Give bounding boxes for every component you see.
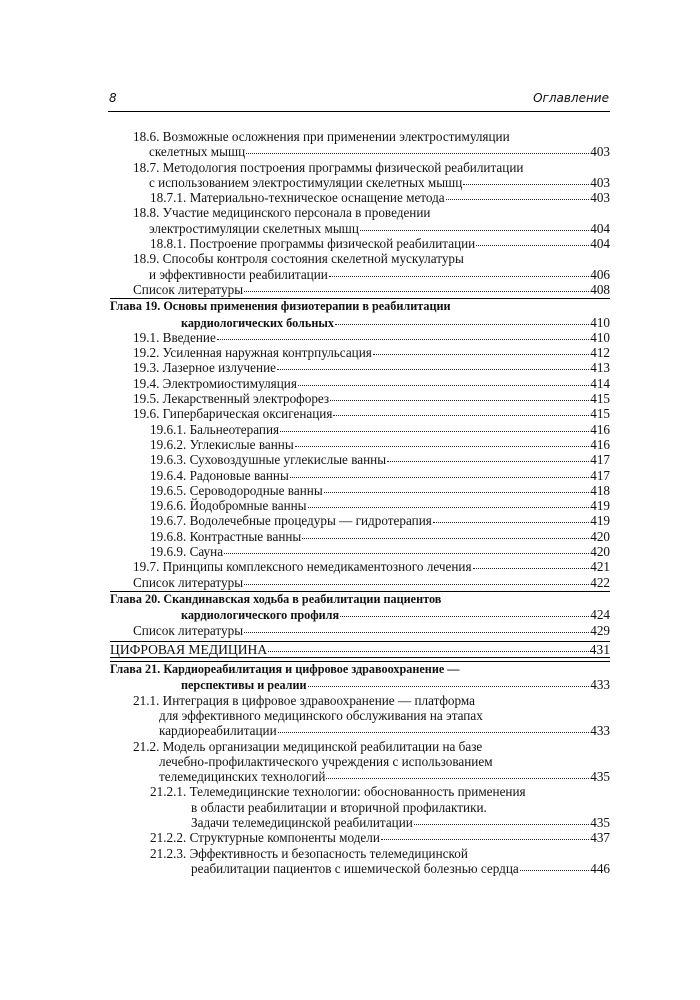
toc-line [110,299,610,314]
toc-page-number: 424 [590,607,610,623]
toc-line [133,267,610,282]
toc-line [150,830,610,845]
dot-leader [277,369,589,370]
toc-entry [150,529,610,544]
dot-leader [290,477,589,478]
toc-entry [133,205,610,236]
toc-line [133,360,610,375]
toc-title: 19.5. Лекарственный электрофорез [133,391,330,407]
toc-page-number: 435 [590,769,610,785]
toc-line [150,452,610,467]
toc-title: 21.2. Модель организации медицинской реабилитации на базе [133,738,483,754]
toc-title: ЦИФРОВАЯ МЕДИЦИНА [110,641,268,657]
toc-title: в области реабилитации и вторичной профилактики. [191,799,487,815]
dot-leader [326,778,589,779]
toc-title: 19.6.6. Йодобромные ванны [150,498,307,514]
toc-line [133,708,610,723]
dot-leader [244,291,589,292]
running-title: Оглавление [533,91,609,105]
toc-page-number: 419 [590,498,610,514]
toc-line [133,723,610,738]
toc-entry [150,784,610,830]
toc-entry [150,498,610,513]
toc-line [133,129,610,144]
toc-title: Список литературы [133,574,244,590]
toc-title: 19.6.9. Сауна [150,544,224,560]
toc-title: скелетных мышц [149,144,246,160]
toc-entry [150,846,610,877]
toc-page-number: 429 [590,622,610,638]
toc-line [133,221,610,236]
toc-title: реабилитации пациентов с ишемической болезнью сердца [191,860,519,876]
toc-title: с использованием электростимуляции скелетных мышц [149,174,463,190]
toc-title: лечебно-профилактического учреждения с использованием [159,753,493,769]
toc-entry [133,376,610,391]
table-of-contents [0,129,700,876]
toc-entry [150,513,610,528]
toc-title: телемедицинских технологий [159,769,326,785]
toc-title: перспективы и реалии [181,678,307,693]
dot-leader [217,339,589,340]
toc-title: 19.3. Лазерное излучение [133,360,276,376]
toc-page-number: 421 [590,559,610,575]
toc-title: Глава 19. Основы применения физиотерапии в реабилитации [110,299,451,314]
toc-line [133,575,610,590]
toc-entry [133,739,610,785]
toc-page-number: 408 [590,281,610,297]
toc-title: 18.6. Возможные осложнения при применении электростимуляции [133,129,510,144]
toc-page-number: 410 [590,329,610,345]
toc-entry [133,406,610,421]
toc-title: кардиореабилитации [159,723,277,739]
dot-leader [340,616,589,617]
toc-title: Список литературы [133,622,244,638]
dot-leader [224,553,589,554]
toc-entry [133,282,610,297]
toc-page-number: 404 [590,220,610,236]
toc-title: для эффективного медицинского обслуживания на этапах [159,707,483,723]
toc-page-number: 446 [590,860,610,876]
toc-page-number: 410 [590,314,610,330]
toc-line [150,846,610,861]
toc-line [133,251,610,266]
toc-entry [133,623,610,638]
toc-title: 19.6. Гипербарическая оксигенация [133,406,333,422]
toc-page-number: 403 [590,190,610,206]
toc-line [133,623,610,638]
dot-leader [244,632,589,633]
toc-title: 21.2.3. Эффективность и безопасность телемедицинской [150,845,468,861]
dot-leader [246,153,589,154]
toc-line [133,769,610,784]
page-number: 8 [109,91,117,105]
toc-page-number: 415 [590,406,610,422]
toc-entry [133,345,610,360]
toc-page-number: 416 [590,436,610,452]
dot-leader [387,461,589,462]
toc-title: 19.6.7. Водолечебные процедуры — гидротерапия [150,513,432,529]
toc-page-number: 420 [590,544,610,560]
toc-entry [133,391,610,406]
toc-page-number: 435 [590,815,610,831]
dot-leader [433,522,589,523]
toc-chapter [110,661,610,693]
toc-entry [150,190,610,205]
toc-title: 19.6.8. Контрастные ванны [150,528,302,544]
toc-page-number: 413 [590,360,610,376]
dot-leader [473,568,590,569]
toc-page-number: 417 [590,467,610,483]
toc-line [150,800,610,815]
toc-entry [150,452,610,467]
dot-leader [360,230,589,231]
dot-leader [414,824,589,825]
dot-leader [381,839,589,840]
toc-title: кардиологического профиля [181,608,340,623]
toc-entry [133,693,610,739]
toc-title: 21.2.1. Телемедицинские технологии: обоснованность применения [150,784,526,800]
toc-line [110,677,610,692]
dot-leader [278,732,590,733]
toc-title: 19.2. Усиленная наружная контрпульсация [133,345,372,361]
toc-line [110,315,610,330]
dot-leader [333,415,589,416]
toc-line [133,559,610,574]
toc-line [133,345,610,360]
toc-page-number: 431 [589,641,610,657]
toc-entry [150,830,610,845]
toc-line [150,437,610,452]
toc-entry [150,468,610,483]
dot-leader [244,584,589,585]
toc-part [110,641,610,658]
toc-line [133,391,610,406]
toc-entry [133,330,610,345]
dot-leader [308,686,590,687]
toc-entry [133,251,610,282]
toc-title: 18.8. Участие медицинского персонала в проведении [133,205,431,221]
toc-title: Глава 20. Скандинавская ходьба в реабилитации пациентов [110,591,442,606]
toc-title: и эффективности реабилитации [149,266,328,282]
toc-title: 19.6.3. Суховоздушные углекислые ванны [150,452,387,468]
toc-line [150,513,610,528]
toc-entry [150,544,610,559]
toc-title: 18.8.1. Построение программы физической реабилитации [150,236,476,252]
toc-page-number: 433 [590,723,610,739]
dot-leader [373,354,589,355]
dot-leader [324,492,590,493]
dot-leader [280,431,589,432]
toc-line [133,144,610,159]
dot-leader [476,245,589,246]
toc-line [133,330,610,345]
toc-line [133,160,610,175]
toc-title: Задачи телемедицинской реабилитации [191,815,413,831]
dot-leader [330,400,589,401]
toc-line [133,175,610,190]
toc-chapter [110,298,610,330]
toc-line [150,422,610,437]
dot-leader [268,651,588,652]
toc-line [110,662,610,677]
toc-title: 19.6.5. Сероводородные ванны [150,482,323,498]
toc-page-number: 418 [590,482,610,498]
toc-title: 19.6.1. Бальнеотерапия [150,421,280,437]
toc-entry [150,483,610,498]
toc-line [150,190,610,205]
dot-leader [520,870,589,871]
toc-entry [133,129,610,160]
toc-page-number: 412 [590,345,610,361]
toc-title: 21.2.2. Структурные компоненты модели [150,830,380,846]
toc-line [150,861,610,876]
toc-title: кардиологических больных [181,315,334,330]
dot-leader [446,199,590,200]
running-header [108,91,610,112]
toc-line [133,739,610,754]
toc-line [150,483,610,498]
toc-entry [133,160,610,191]
toc-entry [150,437,610,452]
dot-leader [329,276,589,277]
toc-page-number: 433 [590,677,610,693]
toc-entry [133,360,610,375]
toc-title: 19.4. Электромиостимуляция [133,375,297,391]
toc-page-number: 416 [590,421,610,437]
toc-line [110,642,610,657]
toc-title: 19.7. Принципы комплексного немедикаментозного лечения [133,559,472,575]
dot-leader [463,184,589,185]
toc-page-number: 419 [590,513,610,529]
toc-page-number: 422 [590,574,610,590]
toc-line [133,754,610,769]
toc-line [150,498,610,513]
toc-line [150,784,610,799]
toc-title: 19.1. Введение [133,329,216,345]
toc-title: 18.7.1. Материально-техническое оснащение метода [150,190,445,206]
toc-title: Список литературы [133,281,244,297]
toc-line [133,693,610,708]
toc-line [150,815,610,830]
toc-line [110,607,610,622]
toc-title: Глава 21. Кардиореабилитация и цифровое здравоохранение — [110,662,460,677]
toc-title: электростимуляции скелетных мышц [149,220,359,236]
toc-line [150,236,610,251]
toc-page-number: 437 [590,830,610,846]
toc-title: 18.9. Способы контроля состояния скелетной мускулатуры [133,251,464,267]
toc-page-number: 414 [590,375,610,391]
toc-page-number: 403 [590,174,610,190]
toc-entry [150,236,610,251]
toc-title: 19.6.2. Углекислые ванны [150,436,294,452]
toc-page-number: 417 [590,452,610,468]
toc-line [133,205,610,220]
toc-entry [133,559,610,574]
dot-leader [295,446,590,447]
toc-title: 18.7. Методология построения программы физической реабилитации [133,159,524,175]
toc-line [110,592,610,607]
toc-line [150,468,610,483]
toc-line [133,406,610,421]
dot-leader [302,538,589,539]
toc-line [133,282,610,297]
toc-line [133,376,610,391]
toc-page-number: 420 [590,528,610,544]
dot-leader [335,324,589,325]
dot-leader [298,385,589,386]
toc-line [150,544,610,559]
toc-line [150,529,610,544]
toc-page-number: 403 [590,144,610,160]
toc-chapter [110,591,610,623]
toc-entry [150,422,610,437]
toc-title: 19.6.4. Радоновые ванны [150,467,289,483]
toc-page-number: 404 [590,236,610,252]
toc-page-number: 415 [590,391,610,407]
toc-entry [133,575,610,590]
toc-page-number: 406 [590,266,610,282]
dot-leader [308,507,590,508]
toc-title: 21.1. Интеграция в цифровое здравоохранение — платформа [133,692,475,708]
